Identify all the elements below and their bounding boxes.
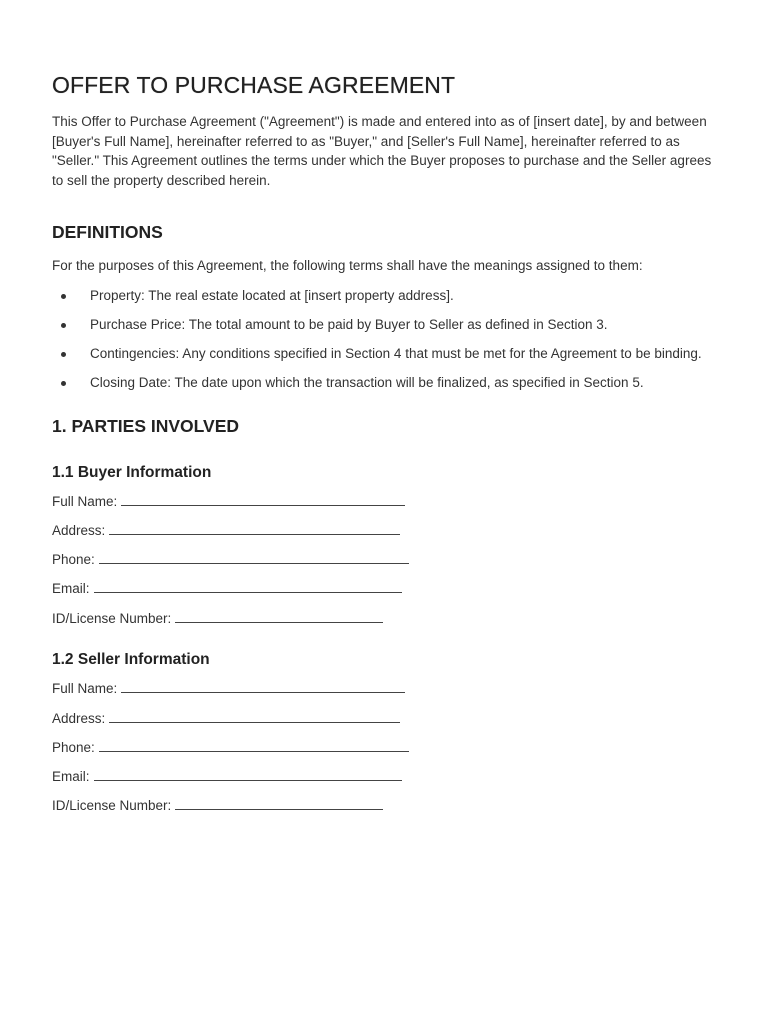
- intro-paragraph: This Offer to Purchase Agreement ("Agreement") is made and entered into as of [insert date], by and between [Buyer's Full Name], hereinafter referred to as "Buyer," and [Seller's Full Name], hereinafter referred to as "Seller." This Agreement outlines the terms under which the Buyer proposes to purchase and the Seller agrees to sell the property described herein.: [52, 114, 712, 189]
- seller-full-name-row: [52, 679, 718, 699]
- bullet-icon: [61, 381, 66, 386]
- definition-text: Purchase Price: The total amount to be paid by Buyer to Seller as defined in Section 3.: [90, 316, 608, 332]
- seller-phone-blank[interactable]: [99, 739, 409, 752]
- definition-text: Contingencies: Any conditions specified in Section 4 that must be met for the Agreement to be binding.: [90, 345, 702, 361]
- field-label: Phone:: [52, 739, 95, 755]
- bullet-icon: [61, 323, 66, 328]
- seller-address-blank[interactable]: [109, 710, 400, 723]
- buyer-full-name-blank[interactable]: [121, 493, 405, 506]
- buyer-phone-blank[interactable]: [99, 551, 409, 564]
- buyer-id-license-blank[interactable]: [175, 610, 383, 623]
- field-label: Email:: [52, 581, 90, 597]
- field-label: Address:: [52, 523, 106, 539]
- definitions-intro: For the purposes of this Agreement, the following terms shall have the meanings assigned to them:: [52, 257, 643, 273]
- seller-email-row: [52, 767, 718, 787]
- seller-id-license-row: [52, 796, 718, 816]
- definitions-list: [52, 286, 718, 393]
- definition-text: Closing Date: The date upon which the transaction will be finalized, as specified in Section 5.: [90, 375, 644, 391]
- field-label: Full Name:: [52, 681, 118, 697]
- definitions-heading: DEFINITIONS: [52, 221, 163, 242]
- definition-item-contingencies: [52, 344, 722, 364]
- buyer-address-blank[interactable]: [109, 522, 400, 535]
- field-label: Email:: [52, 768, 90, 784]
- bullet-icon: [61, 294, 66, 299]
- seller-email-blank[interactable]: [94, 768, 402, 781]
- field-label: ID/License Number:: [52, 610, 172, 626]
- document-title: OFFER TO PURCHASE AGREEMENT: [52, 72, 456, 98]
- buyer-fields: [52, 492, 718, 629]
- definition-item-property: [52, 286, 722, 306]
- seller-info-heading: 1.2 Seller Information: [52, 651, 210, 669]
- seller-address-row: [52, 709, 718, 729]
- seller-phone-row: [52, 738, 718, 758]
- definition-text: Property: The real estate located at [insert property address].: [90, 287, 454, 303]
- buyer-address-row: [52, 521, 718, 541]
- seller-fields: [52, 679, 718, 816]
- definition-item-purchase-price: [52, 315, 722, 335]
- bullet-icon: [61, 352, 66, 357]
- buyer-full-name-row: [52, 492, 718, 512]
- buyer-info-heading: 1.1 Buyer Information: [52, 463, 212, 481]
- buyer-email-blank[interactable]: [94, 580, 402, 593]
- seller-full-name-blank[interactable]: [121, 680, 405, 693]
- parties-heading: 1. PARTIES INVOLVED: [52, 415, 240, 436]
- field-label: Phone:: [52, 552, 95, 568]
- field-label: Full Name:: [52, 493, 118, 509]
- field-label: Address:: [52, 710, 106, 726]
- buyer-id-license-row: [52, 609, 718, 629]
- seller-id-license-blank[interactable]: [175, 797, 383, 810]
- definition-item-closing-date: [52, 373, 722, 393]
- buyer-email-row: [52, 579, 718, 599]
- buyer-phone-row: [52, 550, 718, 570]
- field-label: ID/License Number:: [52, 798, 172, 814]
